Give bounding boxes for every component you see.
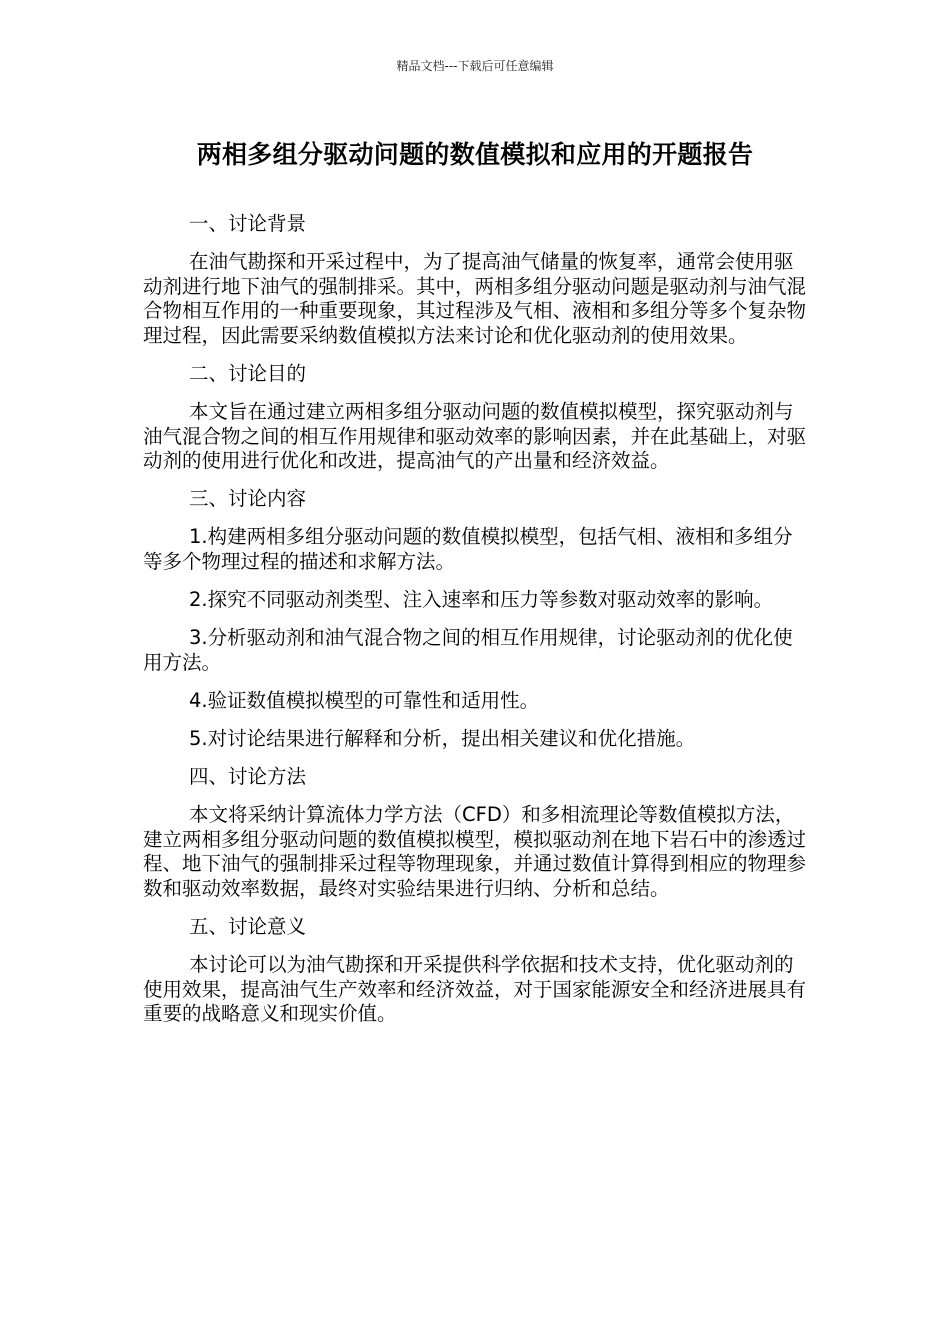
page-header: 精品文档---下载后可任意编辑 bbox=[396, 59, 554, 73]
paragraph-method: 本文将采纳计算流体力学方法（CFD）和多相流理论等数值模拟方法，建立两相多组分驱动问题的数值模拟模型，模拟驱动剂在地下岩石中的渗透过程、地下油气的强制排采过程等物理现象，并通过数值计算得到相应的物理参数和驱动效率数据，最终对实验结果进行归纳、分析和总结。 bbox=[143, 803, 807, 900]
content-item-1: 1.构建两相多组分驱动问题的数值模拟模型，包括气相、液相和多组分等多个物理过程的描述和求解方法。 bbox=[143, 525, 793, 574]
document-title: 两相多组分驱动问题的数值模拟和应用的开题报告 bbox=[196, 140, 754, 169]
section-heading-significance: 五、讨论意义 bbox=[189, 915, 307, 939]
section-heading-method: 四、讨论方法 bbox=[189, 765, 307, 789]
section-heading-content: 三、讨论内容 bbox=[189, 487, 307, 511]
paragraph-purpose: 本文旨在通过建立两相多组分驱动问题的数值模拟模型，探究驱动剂与油气混合物之间的相互作用规律和驱动效率的影响因素，并在此基础上，对驱动剂的使用进行优化和改进，提高油气的产出量和经济效益。 bbox=[143, 400, 807, 473]
document-body bbox=[143, 212, 809, 1040]
section-heading-purpose: 二、讨论目的 bbox=[189, 361, 307, 385]
section-heading-background: 一、讨论背景 bbox=[189, 212, 307, 235]
paragraph-background: 在油气勘探和开采过程中，为了提高油气储量的恢复率，通常会使用驱动剂进行地下油气的强制排采。其中，两相多组分驱动问题是驱动剂与油气混合物相互作用的一种重要现象，其过程涉及气相、液相和多组分等多个复杂物理过程，因此需要采纳数值模拟方法来讨论和优化驱动剂的使用效果。 bbox=[143, 250, 807, 347]
content-item-5: 5.对讨论结果进行解释和分析，提出相关建议和优化措施。 bbox=[189, 727, 696, 750]
content-item-2: 2.探究不同驱动剂类型、注入速率和压力等参数对驱动效率的影响。 bbox=[189, 588, 774, 612]
content-item-3: 3.分析驱动剂和油气混合物之间的相互作用规律，讨论驱动剂的优化使用方法。 bbox=[143, 626, 793, 674]
paragraph-significance: 本讨论可以为油气勘探和开采提供科学依据和技术支持，优化驱动剂的使用效果，提高油气生产效率和经济效益，对于国家能源安全和经济进展具有重要的战略意义和现实价值。 bbox=[143, 953, 807, 1026]
content-item-4: 4.验证数值模拟模型的可靠性和适用性。 bbox=[189, 688, 540, 712]
